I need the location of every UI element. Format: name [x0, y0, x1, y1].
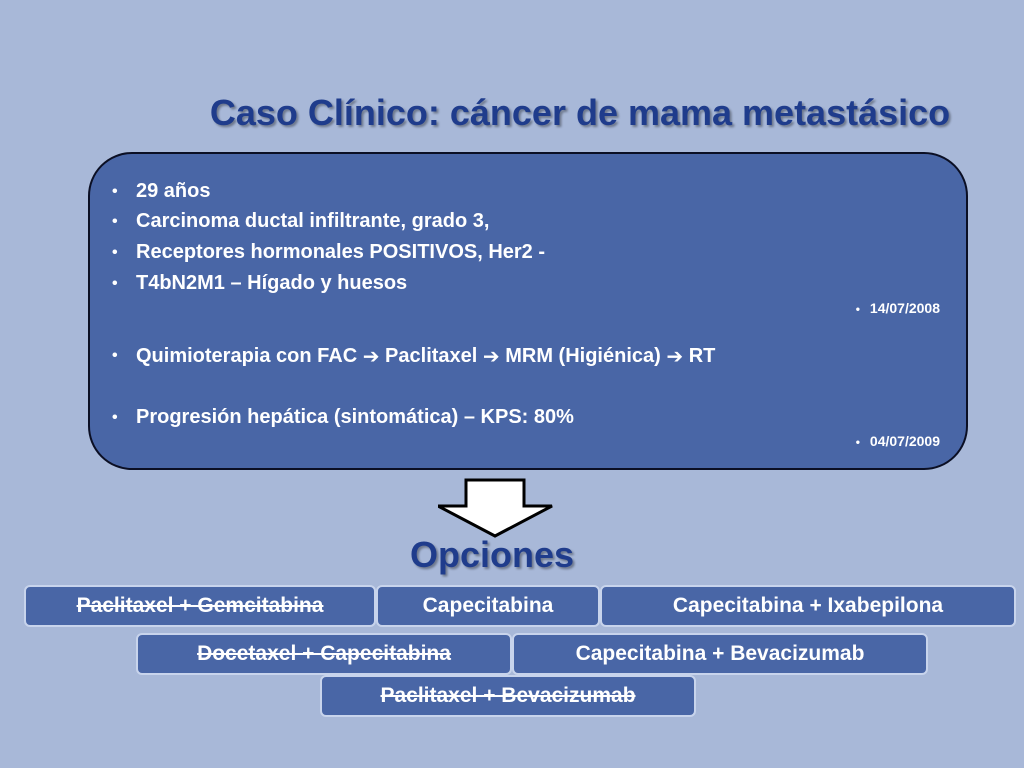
bullet-icon: • [112, 408, 118, 426]
treatment-step-2: Paclitaxel [385, 344, 478, 367]
treatment-step-3: MRM (Higiénica) [505, 344, 661, 367]
bullet-icon: • [112, 243, 118, 261]
date-text: 14/07/2008 [869, 300, 940, 316]
bullet-text: Receptores hormonales POSITIVOS, Her2 - [136, 241, 546, 263]
option-capecitabina[interactable] [376, 585, 600, 627]
bullet-icon: • [112, 274, 118, 292]
option-label: Paclitaxel + Gemcitabina [76, 594, 324, 617]
option-capecitabina-bevacizumab[interactable] [512, 633, 928, 675]
option-capecitabina-ixabepilona[interactable] [600, 585, 1016, 627]
option-docetaxel-capecitabina[interactable] [136, 633, 512, 675]
bullet-text: Carcinoma ductal infiltrante, grado 3, [136, 210, 490, 232]
treatment-step-4: RT [688, 344, 716, 367]
bullet-text: 29 años [136, 180, 211, 202]
date-text: 04/07/2009 [869, 433, 940, 449]
bullet-icon: • [112, 347, 118, 364]
bullet-icon: • [112, 212, 118, 230]
slide-title: Caso Clínico: cáncer de mama metastásico [209, 92, 951, 133]
date-progression [856, 433, 940, 449]
option-label: Capecitabina + Bevacizumab [575, 642, 865, 665]
date-diagnosis [856, 300, 940, 316]
case-summary-box [88, 152, 968, 470]
bullet-icon: • [112, 182, 118, 200]
bullet-text: Progresión hepática (sintomática) – KPS: 80% [136, 406, 574, 428]
right-arrow-icon: ➔ [362, 344, 380, 368]
option-paclitaxel-bevacizumab[interactable] [320, 675, 696, 717]
right-arrow-icon: ➔ [666, 344, 684, 368]
bullet-diagnosis [112, 210, 489, 233]
down-arrow-icon [438, 478, 558, 538]
right-arrow-icon: ➔ [482, 344, 500, 368]
bullet-icon: • [855, 302, 860, 316]
treatment-step-1: Quimioterapia con FAC [136, 344, 358, 367]
bullet-receptors [112, 241, 545, 264]
option-label: Docetaxel + Capecitabina [197, 642, 451, 665]
bullet-staging [112, 272, 407, 295]
bullet-progression [112, 406, 574, 429]
option-label: Paclitaxel + Bevacizumab [380, 684, 636, 707]
option-paclitaxel-gemcitabina[interactable] [24, 585, 376, 627]
bullet-age [112, 180, 210, 203]
options-title: Opciones [409, 534, 575, 575]
bullet-icon: • [855, 435, 860, 449]
bullet-treatment [112, 344, 715, 368]
option-label: Capecitabina [422, 594, 554, 617]
option-label: Capecitabina + Ixabepilona [672, 594, 944, 617]
bullet-text: T4bN2M1 – Hígado y huesos [136, 272, 408, 294]
